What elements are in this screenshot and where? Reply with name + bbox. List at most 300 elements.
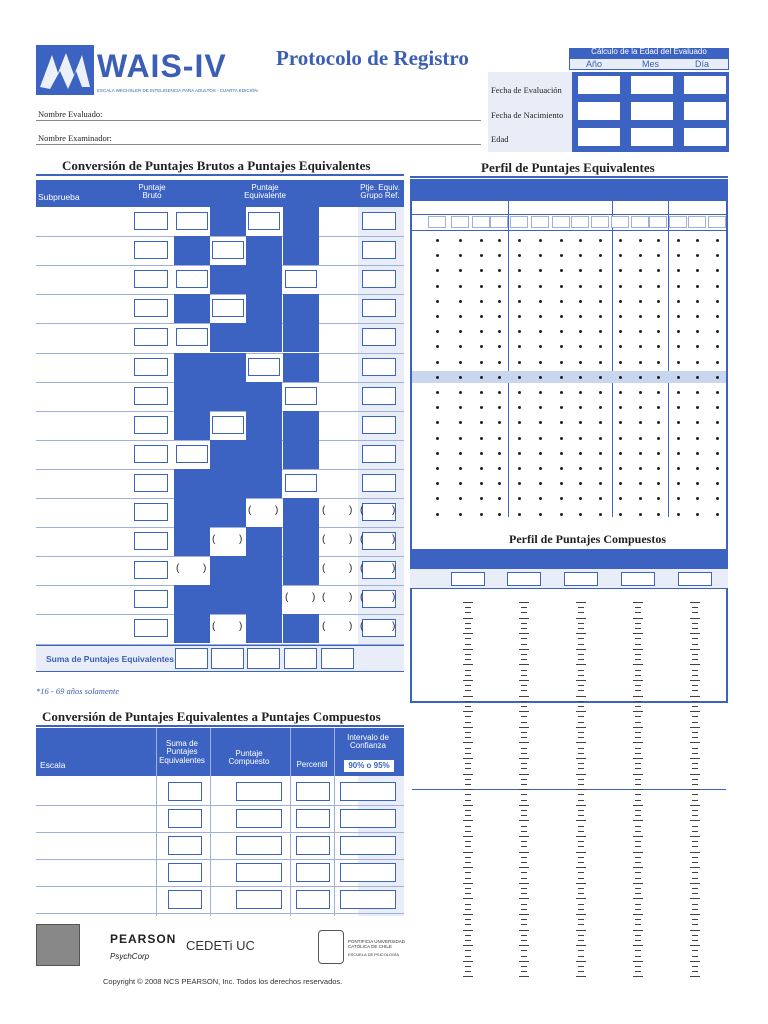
raw-score-input[interactable] xyxy=(134,416,168,434)
profile-dot[interactable] xyxy=(599,391,602,394)
composite-tick[interactable] xyxy=(633,867,643,868)
composite-tick[interactable] xyxy=(635,607,641,608)
percentile-input[interactable] xyxy=(296,782,330,801)
composite-tick[interactable] xyxy=(519,774,529,775)
profile-dot[interactable] xyxy=(498,361,501,364)
age-input-box[interactable] xyxy=(630,127,674,147)
composite-tick[interactable] xyxy=(578,716,584,717)
composite-tick[interactable] xyxy=(519,820,529,821)
ref-score-input[interactable] xyxy=(362,387,396,405)
profile-dot[interactable] xyxy=(539,513,542,516)
composite-tick[interactable] xyxy=(519,961,529,962)
eq-score-input[interactable] xyxy=(176,445,208,463)
age-input-box[interactable] xyxy=(577,101,621,121)
composite-tick[interactable] xyxy=(465,701,471,702)
profile-dot[interactable] xyxy=(518,452,521,455)
composite-input[interactable] xyxy=(236,782,282,801)
composite-tick[interactable] xyxy=(692,872,698,873)
profile-dot[interactable] xyxy=(677,391,680,394)
ci-input[interactable] xyxy=(340,890,396,909)
composite-tick[interactable] xyxy=(578,654,584,655)
composite-tick[interactable] xyxy=(692,919,698,920)
profile-dot[interactable] xyxy=(539,391,542,394)
composite-tick[interactable] xyxy=(692,857,698,858)
profile-dot[interactable] xyxy=(560,437,563,440)
composite-tick[interactable] xyxy=(578,659,584,660)
composite-tick[interactable] xyxy=(578,638,584,639)
composite-tick[interactable] xyxy=(692,950,698,951)
profile-dot[interactable] xyxy=(716,239,719,242)
profile-dot[interactable] xyxy=(560,315,563,318)
composite-tick[interactable] xyxy=(521,846,527,847)
composite-tick[interactable] xyxy=(633,914,643,915)
sum-eq-input[interactable] xyxy=(168,836,202,855)
composite-tick[interactable] xyxy=(576,602,586,603)
composite-tick[interactable] xyxy=(521,644,527,645)
raw-score-input[interactable] xyxy=(134,387,168,405)
composite-tick[interactable] xyxy=(635,971,641,972)
composite-tick[interactable] xyxy=(690,649,700,650)
profile-dot[interactable] xyxy=(518,467,521,470)
profile-dot[interactable] xyxy=(518,285,521,288)
composite-tick[interactable] xyxy=(576,961,586,962)
profile-dot[interactable] xyxy=(599,285,602,288)
profile-dot[interactable] xyxy=(459,513,462,516)
profile-dot[interactable] xyxy=(619,239,622,242)
composite-tick[interactable] xyxy=(578,779,584,780)
composite-tick[interactable] xyxy=(633,649,643,650)
age-input-box[interactable] xyxy=(683,101,727,121)
profile-dot[interactable] xyxy=(436,361,439,364)
profile-dot[interactable] xyxy=(539,361,542,364)
profile-dot[interactable] xyxy=(560,513,563,516)
composite-tick[interactable] xyxy=(576,976,586,977)
composite-tick[interactable] xyxy=(635,956,641,957)
composite-tick[interactable] xyxy=(521,784,527,785)
age-input-box[interactable] xyxy=(630,101,674,121)
composite-tick[interactable] xyxy=(578,623,584,624)
profile-dot[interactable] xyxy=(498,513,501,516)
age-input-box[interactable] xyxy=(577,75,621,95)
raw-score-input[interactable] xyxy=(134,503,168,521)
composite-tick[interactable] xyxy=(578,763,584,764)
composite-tick[interactable] xyxy=(463,618,473,619)
eq-score-input[interactable] xyxy=(212,299,244,317)
composite-tick[interactable] xyxy=(690,867,700,868)
profile-dot[interactable] xyxy=(436,300,439,303)
composite-tick[interactable] xyxy=(690,602,700,603)
composite-tick[interactable] xyxy=(519,930,529,931)
profile-dot[interactable] xyxy=(579,300,582,303)
composite-tick[interactable] xyxy=(521,872,527,873)
profile-dot[interactable] xyxy=(539,376,542,379)
profile-dot[interactable] xyxy=(459,467,462,470)
ci-option[interactable]: 90% o 95% xyxy=(344,760,394,772)
profile-dot[interactable] xyxy=(579,467,582,470)
composite-tick[interactable] xyxy=(521,956,527,957)
composite-tick[interactable] xyxy=(635,753,641,754)
raw-score-input[interactable] xyxy=(134,358,168,376)
profile-dot[interactable] xyxy=(459,300,462,303)
composite-tick[interactable] xyxy=(578,909,584,910)
composite-tick[interactable] xyxy=(633,945,643,946)
composite-tick[interactable] xyxy=(521,909,527,910)
profile-dot[interactable] xyxy=(518,376,521,379)
composite-tick[interactable] xyxy=(578,935,584,936)
composite-tick[interactable] xyxy=(465,690,471,691)
composite-tick[interactable] xyxy=(576,633,586,634)
profile-dot[interactable] xyxy=(696,376,699,379)
composite-tick[interactable] xyxy=(692,794,698,795)
composite-tick[interactable] xyxy=(690,758,700,759)
composite-profile-input[interactable] xyxy=(507,572,541,586)
composite-tick[interactable] xyxy=(519,836,529,837)
composite-tick[interactable] xyxy=(578,924,584,925)
composite-input[interactable] xyxy=(236,890,282,909)
composite-tick[interactable] xyxy=(576,930,586,931)
composite-tick[interactable] xyxy=(692,831,698,832)
profile-score-input[interactable] xyxy=(649,216,667,228)
composite-tick[interactable] xyxy=(692,768,698,769)
composite-tick[interactable] xyxy=(635,794,641,795)
composite-tick[interactable] xyxy=(692,841,698,842)
composite-tick[interactable] xyxy=(692,628,698,629)
composite-tick[interactable] xyxy=(635,831,641,832)
composite-tick[interactable] xyxy=(633,664,643,665)
profile-dot[interactable] xyxy=(518,315,521,318)
composite-tick[interactable] xyxy=(690,852,700,853)
composite-tick[interactable] xyxy=(465,800,471,801)
profile-dot[interactable] xyxy=(498,391,501,394)
ref-score-input[interactable] xyxy=(362,503,396,521)
composite-tick[interactable] xyxy=(465,904,471,905)
composite-tick[interactable] xyxy=(692,940,698,941)
profile-dot[interactable] xyxy=(657,315,660,318)
composite-tick[interactable] xyxy=(635,862,641,863)
composite-tick[interactable] xyxy=(635,841,641,842)
composite-tick[interactable] xyxy=(635,701,641,702)
raw-score-input[interactable] xyxy=(134,619,168,637)
composite-tick[interactable] xyxy=(635,966,641,967)
composite-tick[interactable] xyxy=(521,841,527,842)
profile-dot[interactable] xyxy=(436,437,439,440)
composite-tick[interactable] xyxy=(692,607,698,608)
profile-dot[interactable] xyxy=(459,452,462,455)
composite-tick[interactable] xyxy=(692,623,698,624)
ref-score-input[interactable] xyxy=(362,474,396,492)
sum-eq-input[interactable] xyxy=(168,809,202,828)
composite-tick[interactable] xyxy=(465,779,471,780)
sum-input[interactable] xyxy=(284,648,317,669)
composite-tick[interactable] xyxy=(465,737,471,738)
profile-dot[interactable] xyxy=(498,452,501,455)
profile-dot[interactable] xyxy=(459,285,462,288)
composite-tick[interactable] xyxy=(635,675,641,676)
profile-dot[interactable] xyxy=(657,239,660,242)
composite-tick[interactable] xyxy=(690,664,700,665)
composite-tick[interactable] xyxy=(465,732,471,733)
composite-tick[interactable] xyxy=(635,815,641,816)
age-input-box[interactable] xyxy=(683,75,727,95)
examiner-line[interactable] xyxy=(36,144,481,145)
composite-tick[interactable] xyxy=(521,794,527,795)
raw-score-input[interactable] xyxy=(134,328,168,346)
composite-tick[interactable] xyxy=(521,675,527,676)
composite-tick[interactable] xyxy=(635,940,641,941)
eq-score-input[interactable] xyxy=(176,328,208,346)
composite-tick[interactable] xyxy=(692,924,698,925)
composite-tick[interactable] xyxy=(692,956,698,957)
composite-tick[interactable] xyxy=(578,904,584,905)
composite-tick[interactable] xyxy=(576,805,586,806)
profile-dot[interactable] xyxy=(579,239,582,242)
composite-tick[interactable] xyxy=(519,633,529,634)
composite-tick[interactable] xyxy=(635,685,641,686)
composite-tick[interactable] xyxy=(633,961,643,962)
composite-tick[interactable] xyxy=(578,857,584,858)
profile-dot[interactable] xyxy=(696,300,699,303)
profile-dot[interactable] xyxy=(639,437,642,440)
composite-tick[interactable] xyxy=(519,883,529,884)
composite-tick[interactable] xyxy=(635,612,641,613)
composite-tick[interactable] xyxy=(465,935,471,936)
profile-dot[interactable] xyxy=(716,361,719,364)
composite-tick[interactable] xyxy=(633,758,643,759)
composite-tick[interactable] xyxy=(692,701,698,702)
composite-tick[interactable] xyxy=(465,685,471,686)
composite-tick[interactable] xyxy=(578,878,584,879)
profile-dot[interactable] xyxy=(480,467,483,470)
profile-dot[interactable] xyxy=(696,513,699,516)
composite-tick[interactable] xyxy=(465,763,471,764)
profile-dot[interactable] xyxy=(657,437,660,440)
composite-tick[interactable] xyxy=(578,888,584,889)
profile-dot[interactable] xyxy=(619,391,622,394)
profile-dot[interactable] xyxy=(639,513,642,516)
composite-tick[interactable] xyxy=(690,680,700,681)
ref-score-input[interactable] xyxy=(362,358,396,376)
composite-tick[interactable] xyxy=(635,826,641,827)
composite-tick[interactable] xyxy=(465,659,471,660)
composite-tick[interactable] xyxy=(635,654,641,655)
raw-score-input[interactable] xyxy=(134,590,168,608)
composite-tick[interactable] xyxy=(692,706,698,707)
composite-tick[interactable] xyxy=(463,789,473,790)
composite-tick[interactable] xyxy=(633,883,643,884)
composite-tick[interactable] xyxy=(692,670,698,671)
composite-tick[interactable] xyxy=(578,810,584,811)
percentile-input[interactable] xyxy=(296,809,330,828)
composite-tick[interactable] xyxy=(519,852,529,853)
composite-tick[interactable] xyxy=(635,857,641,858)
composite-tick[interactable] xyxy=(576,945,586,946)
eq-score-input[interactable] xyxy=(248,212,280,230)
profile-dot[interactable] xyxy=(480,300,483,303)
composite-tick[interactable] xyxy=(519,789,529,790)
profile-dot[interactable] xyxy=(459,361,462,364)
composite-tick[interactable] xyxy=(635,732,641,733)
composite-tick[interactable] xyxy=(635,878,641,879)
composite-tick[interactable] xyxy=(692,815,698,816)
profile-dot[interactable] xyxy=(696,467,699,470)
profile-dot[interactable] xyxy=(619,300,622,303)
composite-tick[interactable] xyxy=(692,784,698,785)
composite-tick[interactable] xyxy=(521,706,527,707)
profile-dot[interactable] xyxy=(599,452,602,455)
composite-tick[interactable] xyxy=(465,623,471,624)
profile-dot[interactable] xyxy=(696,391,699,394)
composite-tick[interactable] xyxy=(521,971,527,972)
composite-tick[interactable] xyxy=(635,779,641,780)
composite-tick[interactable] xyxy=(692,716,698,717)
composite-tick[interactable] xyxy=(578,956,584,957)
profile-dot[interactable] xyxy=(599,361,602,364)
composite-tick[interactable] xyxy=(521,737,527,738)
profile-dot[interactable] xyxy=(518,513,521,516)
composite-tick[interactable] xyxy=(521,940,527,941)
composite-tick[interactable] xyxy=(578,737,584,738)
raw-score-input[interactable] xyxy=(134,445,168,463)
composite-tick[interactable] xyxy=(519,602,529,603)
composite-tick[interactable] xyxy=(692,644,698,645)
composite-tick[interactable] xyxy=(578,670,584,671)
composite-tick[interactable] xyxy=(578,701,584,702)
eq-score-input[interactable] xyxy=(212,416,244,434)
composite-tick[interactable] xyxy=(576,758,586,759)
composite-tick[interactable] xyxy=(690,789,700,790)
profile-dot[interactable] xyxy=(560,391,563,394)
profile-dot[interactable] xyxy=(436,285,439,288)
composite-tick[interactable] xyxy=(692,732,698,733)
ref-score-input[interactable] xyxy=(362,328,396,346)
composite-tick[interactable] xyxy=(465,716,471,717)
profile-dot[interactable] xyxy=(560,285,563,288)
profile-dot[interactable] xyxy=(677,513,680,516)
composite-tick[interactable] xyxy=(465,638,471,639)
composite-tick[interactable] xyxy=(521,831,527,832)
composite-tick[interactable] xyxy=(465,753,471,754)
profile-dot[interactable] xyxy=(657,361,660,364)
composite-tick[interactable] xyxy=(521,800,527,801)
profile-dot[interactable] xyxy=(480,391,483,394)
composite-tick[interactable] xyxy=(635,935,641,936)
sum-eq-input[interactable] xyxy=(168,863,202,882)
composite-tick[interactable] xyxy=(521,935,527,936)
composite-tick[interactable] xyxy=(692,935,698,936)
composite-tick[interactable] xyxy=(465,846,471,847)
composite-tick[interactable] xyxy=(463,867,473,868)
composite-tick[interactable] xyxy=(690,727,700,728)
profile-dot[interactable] xyxy=(560,300,563,303)
composite-input[interactable] xyxy=(236,836,282,855)
profile-score-input[interactable] xyxy=(428,216,446,228)
composite-tick[interactable] xyxy=(521,857,527,858)
profile-dot[interactable] xyxy=(619,361,622,364)
composite-tick[interactable] xyxy=(519,914,529,915)
composite-tick[interactable] xyxy=(576,649,586,650)
sum-input[interactable] xyxy=(175,648,208,669)
profile-dot[interactable] xyxy=(716,300,719,303)
composite-tick[interactable] xyxy=(465,612,471,613)
composite-tick[interactable] xyxy=(578,971,584,972)
composite-tick[interactable] xyxy=(578,831,584,832)
eq-score-input[interactable] xyxy=(285,474,317,492)
composite-tick[interactable] xyxy=(465,826,471,827)
raw-score-input[interactable] xyxy=(134,241,168,259)
ref-score-input[interactable] xyxy=(362,270,396,288)
composite-tick[interactable] xyxy=(690,898,700,899)
composite-tick[interactable] xyxy=(465,909,471,910)
composite-tick[interactable] xyxy=(692,737,698,738)
profile-score-input[interactable] xyxy=(669,216,687,228)
composite-tick[interactable] xyxy=(578,862,584,863)
composite-tick[interactable] xyxy=(635,919,641,920)
composite-tick[interactable] xyxy=(635,784,641,785)
composite-tick[interactable] xyxy=(576,774,586,775)
composite-tick[interactable] xyxy=(519,805,529,806)
sum-input[interactable] xyxy=(321,648,354,669)
composite-tick[interactable] xyxy=(692,800,698,801)
eq-score-input[interactable] xyxy=(176,212,208,230)
composite-tick[interactable] xyxy=(633,805,643,806)
profile-dot[interactable] xyxy=(599,467,602,470)
composite-tick[interactable] xyxy=(465,966,471,967)
composite-tick[interactable] xyxy=(465,831,471,832)
composite-tick[interactable] xyxy=(521,670,527,671)
profile-dot[interactable] xyxy=(657,452,660,455)
sum-eq-input[interactable] xyxy=(168,890,202,909)
composite-tick[interactable] xyxy=(578,690,584,691)
profile-dot[interactable] xyxy=(716,391,719,394)
composite-tick[interactable] xyxy=(635,623,641,624)
composite-tick[interactable] xyxy=(633,618,643,619)
raw-score-input[interactable] xyxy=(134,474,168,492)
composite-tick[interactable] xyxy=(578,685,584,686)
profile-dot[interactable] xyxy=(459,315,462,318)
composite-tick[interactable] xyxy=(521,815,527,816)
composite-tick[interactable] xyxy=(635,722,641,723)
composite-tick[interactable] xyxy=(578,784,584,785)
composite-tick[interactable] xyxy=(578,722,584,723)
profile-dot[interactable] xyxy=(498,239,501,242)
composite-tick[interactable] xyxy=(578,706,584,707)
composite-tick[interactable] xyxy=(521,919,527,920)
profile-dot[interactable] xyxy=(560,467,563,470)
composite-tick[interactable] xyxy=(578,644,584,645)
composite-tick[interactable] xyxy=(578,919,584,920)
profile-dot[interactable] xyxy=(677,437,680,440)
composite-tick[interactable] xyxy=(463,898,473,899)
composite-tick[interactable] xyxy=(692,810,698,811)
composite-tick[interactable] xyxy=(635,768,641,769)
profile-dot[interactable] xyxy=(677,467,680,470)
profile-dot[interactable] xyxy=(696,361,699,364)
profile-dot[interactable] xyxy=(480,315,483,318)
composite-tick[interactable] xyxy=(465,722,471,723)
composite-tick[interactable] xyxy=(463,852,473,853)
raw-score-input[interactable] xyxy=(134,212,168,230)
ref-score-input[interactable] xyxy=(362,561,396,579)
composite-tick[interactable] xyxy=(465,768,471,769)
composite-tick[interactable] xyxy=(690,945,700,946)
composite-tick[interactable] xyxy=(692,893,698,894)
composite-tick[interactable] xyxy=(463,883,473,884)
profile-dot[interactable] xyxy=(639,391,642,394)
composite-tick[interactable] xyxy=(521,768,527,769)
percentile-input[interactable] xyxy=(296,863,330,882)
composite-tick[interactable] xyxy=(578,846,584,847)
composite-tick[interactable] xyxy=(692,904,698,905)
